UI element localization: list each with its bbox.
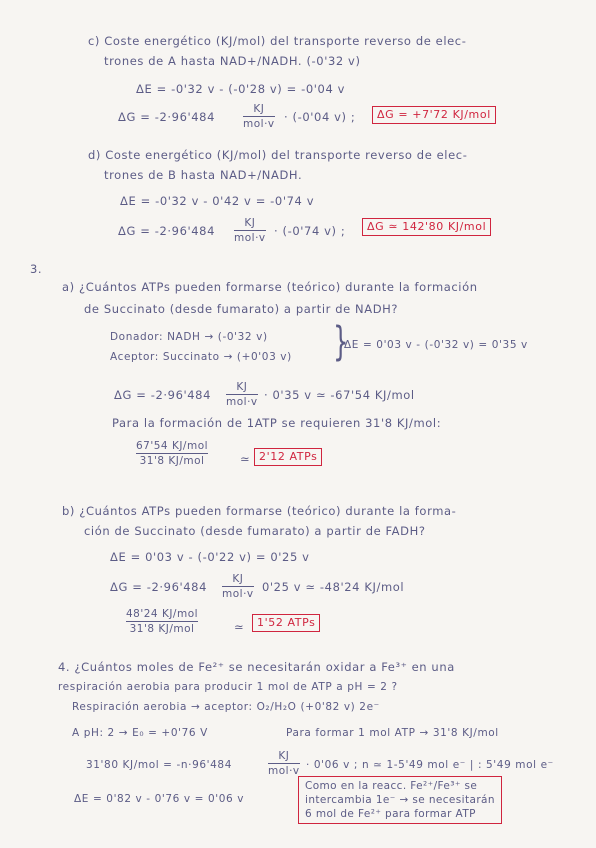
fraction-numerator: KJ: [244, 217, 256, 229]
q3a-delta-e: ΔE = 0'03 v - (-0'32 v) = 0'35 v: [344, 339, 528, 351]
fraction-denominator: mol·v: [243, 118, 275, 130]
c-unit-fraction: [243, 103, 275, 130]
c-heading-line1: c) Coste energético (KJ/mol) del transporte reverso de elec-: [88, 34, 467, 48]
q4-note-line3: 6 mol de Fe²⁺ para formar ATP: [305, 808, 476, 820]
d-unit-fraction: [234, 217, 266, 244]
q4-unit-fraction: [268, 750, 300, 777]
d-heading-line2: trones de B hasta NAD+/NADH.: [104, 168, 303, 182]
q3a-delta-g-suffix: · 0'35 v ≃ -67'54 KJ/mol: [264, 388, 415, 402]
q3a-heading-line1: a) ¿Cuántos ATPs pueden formarse (teórico) durante la formación: [62, 280, 478, 294]
fraction-numerator: KJ: [236, 381, 248, 393]
q3b-delta-e: ΔE = 0'03 v - (-0'22 v) = 0'25 v: [110, 550, 310, 564]
q4-respiration: Respiración aerobia → aceptor: O₂/H₂O (+0'82 v) 2e⁻: [72, 701, 380, 713]
c-delta-e: ΔE = -0'32 v - (-0'28 v) = -0'04 v: [136, 82, 346, 96]
c-delta-g-prefix: ΔG = -2·96'484: [118, 110, 215, 124]
q3a-approx: ≃: [240, 452, 251, 466]
fraction-numerator: 48'24 KJ/mol: [126, 608, 199, 620]
q4-calc-suffix: · 0'06 v ; n ≃ 1-5'49 mol e⁻ | : 5'49 mol e⁻: [306, 759, 554, 771]
q3a-acceptor: Aceptor: Succinato → (+0'03 v): [110, 351, 292, 363]
q4-heading-line2: respiración aerobia para producir 1 mol de ATP a pH = 2 ?: [58, 681, 398, 693]
q3b-heading-line1: b) ¿Cuántos ATPs pueden formarse (teórico) durante la forma-: [62, 504, 457, 518]
q3b-delta-g-suffix: 0'25 v ≃ -48'24 KJ/mol: [262, 580, 405, 594]
q3a-delta-g-prefix: ΔG = -2·96'484: [114, 388, 211, 402]
q3a-donor: Donador: NADH → (-0'32 v): [110, 331, 268, 343]
q4-note-box: [298, 776, 502, 824]
q4-heading-line1: 4. ¿Cuántos moles de Fe²⁺ se necesitarán oxidar a Fe³⁺ en una: [58, 660, 455, 674]
q3a-unit-fraction: [226, 381, 258, 408]
c-delta-g-suffix: · (-0'04 v) ;: [284, 110, 356, 124]
q4-delta-e: ΔE = 0'82 v - 0'76 v = 0'06 v: [74, 793, 245, 805]
q4-calc-prefix: 31'80 KJ/mol = -n·96'484: [86, 759, 232, 771]
fraction-numerator: KJ: [253, 103, 265, 115]
fraction-denominator: mol·v: [234, 232, 266, 244]
q3a-result-box: 2'12 ATPs: [254, 448, 322, 466]
fraction-denominator: mol·v: [268, 765, 300, 777]
c-result-box: ΔG = +7'72 KJ/mol: [372, 106, 496, 124]
q3b-unit-fraction: [222, 573, 254, 600]
d-delta-g-prefix: ΔG = -2·96'484: [118, 224, 215, 238]
c-heading-line2: trones de A hasta NAD+/NADH. (-0'32 v): [104, 54, 361, 68]
q3b-result-box: 1'52 ATPs: [252, 614, 320, 632]
q3a-atp-note: Para la formación de 1ATP se requieren 31'8 KJ/mol:: [112, 416, 442, 430]
fraction-numerator: KJ: [278, 750, 290, 762]
fraction-denominator: mol·v: [222, 588, 254, 600]
q4-ph-line: A pH: 2 → E₀ = +0'76 V: [72, 727, 208, 739]
q3b-approx: ≃: [234, 620, 245, 634]
q3a-ratio-fraction: [136, 440, 208, 467]
q3b-heading-line2: ción de Succinato (desde fumarato) a partir de FADH?: [84, 524, 426, 538]
fraction-numerator: 67'54 KJ/mol: [136, 440, 209, 452]
q4-note-line1: Como en la reacc. Fe²⁺/Fe³⁺ se: [305, 780, 478, 792]
fraction-numerator: KJ: [232, 573, 244, 585]
fraction-denominator: 31'8 KJ/mol: [129, 623, 195, 635]
d-heading-line1: d) Coste energético (KJ/mol) del transporte reverso de elec-: [88, 148, 468, 162]
q3b-ratio-fraction: [126, 608, 198, 635]
q3b-delta-g-prefix: ΔG = -2·96'484: [110, 580, 207, 594]
q4-atp-requirement: Para formar 1 mol ATP → 31'8 KJ/mol: [286, 727, 499, 739]
q3-number: 3.: [30, 262, 43, 276]
d-result-box: ΔG ≃ 142'80 KJ/mol: [362, 218, 491, 236]
q3a-heading-line2: de Succinato (desde fumarato) a partir de NADH?: [84, 302, 399, 316]
fraction-denominator: mol·v: [226, 396, 258, 408]
d-delta-e: ΔE = -0'32 v - 0'42 v = -0'74 v: [120, 194, 315, 208]
d-delta-g-suffix: · (-0'74 v) ;: [274, 224, 346, 238]
q4-note-line2: intercambia 1e⁻ → se necesitarán: [305, 794, 495, 806]
right-brace-icon: }: [333, 319, 349, 365]
fraction-denominator: 31'8 KJ/mol: [139, 455, 205, 467]
